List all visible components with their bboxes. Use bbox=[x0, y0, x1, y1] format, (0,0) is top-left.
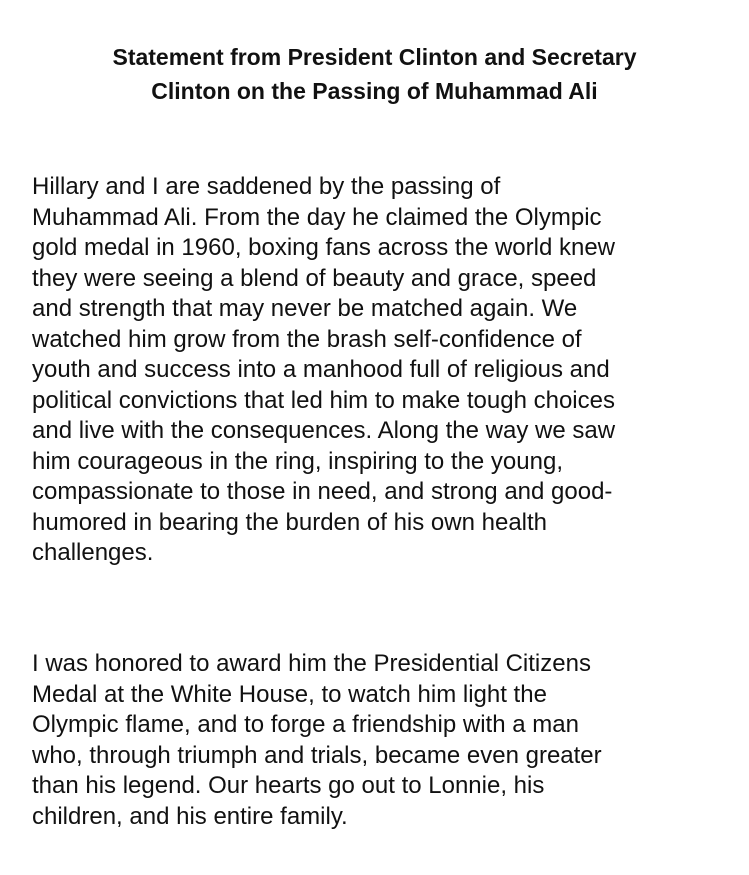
paragraph-line: compassionate to those in need, and strong and good- bbox=[32, 478, 613, 505]
title-line: Clinton on the Passing of Muhammad Ali bbox=[151, 78, 598, 104]
paragraph-line: children, and his entire family. bbox=[32, 802, 348, 830]
paragraph-line: youth and success into a manhood full of religious and bbox=[32, 356, 610, 383]
paragraph-line: and live with the consequences. Along the way we saw bbox=[32, 417, 616, 444]
paragraph-line: I was honored to award him the Presidential Citizens bbox=[32, 650, 591, 677]
paragraph-line: political convictions that led him to make tough choices bbox=[32, 386, 615, 414]
paragraph-line: Medal at the White House, to watch him light the bbox=[32, 680, 547, 708]
paragraph-line: than his legend. Our hearts go out to Lonnie, his bbox=[32, 772, 545, 799]
paragraph-line: who, through triumph and trials, became even greater bbox=[32, 741, 602, 769]
statement-paragraph-2 bbox=[32, 649, 602, 832]
paragraph-line: him courageous in the ring, inspiring to the young, bbox=[32, 447, 563, 475]
paragraph-line: and strength that may never be matched again. We bbox=[32, 295, 578, 322]
paragraph-line: watched him grow from the brash self-confidence of bbox=[32, 325, 582, 353]
paragraph-line: Muhammad Ali. From the day he claimed the Olympic bbox=[32, 203, 602, 231]
paragraph-line: Hillary and I are saddened by the passing of bbox=[32, 173, 501, 200]
paragraph-line: gold medal in 1960, boxing fans across the world knew bbox=[32, 234, 616, 261]
statement-title bbox=[20, 40, 729, 108]
paragraph-line: Olympic flame, and to forge a friendship with a man bbox=[32, 711, 579, 738]
paragraph-line: they were seeing a blend of beauty and grace, speed bbox=[32, 264, 597, 292]
statement-paragraph-1 bbox=[32, 172, 615, 569]
title-line: Statement from President Clinton and Secretary bbox=[112, 44, 637, 70]
paragraph-line: humored in bearing the burden of his own health bbox=[32, 508, 548, 536]
paragraph-line: challenges. bbox=[32, 539, 154, 566]
